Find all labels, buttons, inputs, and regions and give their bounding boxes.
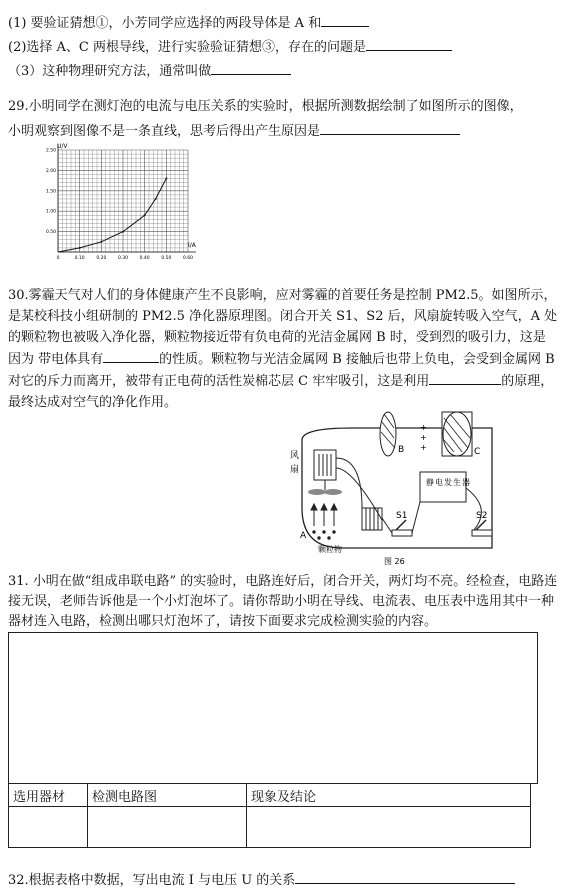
y-tick-label: 1.50: [45, 189, 56, 195]
answer-box[interactable]: [8, 632, 538, 784]
question-3-text: （3）这种物理研究方法，通常叫做: [8, 64, 212, 79]
answer-blank[interactable]: [429, 370, 501, 385]
q32-text: 32.根据表格中数据，写出电流 I 与电压 U 的关系: [8, 873, 296, 888]
answer-blank[interactable]: [320, 120, 460, 135]
header-circuit: 检测电路图: [88, 784, 247, 807]
cell-result[interactable]: [247, 807, 531, 848]
x-tick-label: 0.30: [117, 256, 129, 261]
svg-text:+: +: [420, 433, 427, 442]
answer-blank[interactable]: [366, 36, 452, 51]
q29-line-1: 29.小明同学在测灯泡的电流与电压关系的实验时，根据所测数据绘制了如图所示的图像，: [8, 99, 523, 114]
answer-blank[interactable]: [321, 12, 369, 27]
q31-paragraph: 31. 小明在做“组成串联电路” 的实验时，电路连好后，闭合开关，两灯均不亮。经检查，电路连接无误，老师告诉他是一个小灯泡坏了。请你帮助小明在导线、电流表、电压表中选用其中一种器材连入电路，检测出哪只灯泡坏了，请按下面要求完成检测实验的内容。: [8, 574, 558, 629]
answer-blank[interactable]: [103, 348, 159, 363]
x-axis-label: I/A: [188, 242, 196, 249]
q29-line-2-text: 小明观察到图像不是一条直线，思考后得出产生原因是: [8, 124, 321, 139]
data-point: [165, 178, 167, 180]
particles-label: 颗粒物: [318, 545, 342, 554]
label-b: B: [398, 445, 405, 455]
s1-label: S1: [396, 511, 408, 521]
battery: [362, 508, 382, 530]
label-a: A: [300, 531, 307, 541]
fan-blade: [308, 489, 326, 495]
x-tick-label: 0.20: [96, 256, 107, 261]
y-tick-label: 1.00: [45, 209, 56, 215]
q29-line-2: [8, 120, 460, 141]
chart-svg: [40, 140, 200, 268]
cell-circuit[interactable]: [88, 807, 247, 848]
data-point: [144, 214, 146, 216]
s2-label: S2: [476, 511, 488, 521]
data-point: [100, 241, 102, 243]
label-c: C: [474, 447, 481, 457]
fan-label: 风: [290, 451, 300, 461]
q30-text-c: 的原理，最终达成对空气的净化作用。: [8, 374, 554, 410]
x-tick-label: 0.10: [74, 256, 85, 261]
question-3: [8, 60, 291, 81]
x-tick-label: 0: [56, 256, 60, 261]
answer-blank[interactable]: [211, 60, 291, 75]
svg-text:扇: 扇: [290, 465, 300, 475]
answer-table: [8, 783, 531, 848]
x-tick-label: 0.50: [161, 256, 172, 261]
question-2-text: (2)选择 A、C 两根导线，进行实验验证猜想③，存在的问题是: [8, 40, 367, 55]
header-equipment: 选用器材: [9, 784, 88, 807]
x-tick-label: 0.60: [182, 256, 194, 261]
q32-line: [8, 869, 515, 890]
x-tick-label: 0.40: [139, 256, 150, 261]
answer-blank[interactable]: [295, 869, 515, 884]
svg-text:+: +: [420, 423, 427, 432]
purifier-diagram: [292, 408, 512, 568]
question-1: [8, 12, 369, 33]
data-point: [155, 198, 157, 200]
y-axis-label: U/V: [57, 143, 68, 150]
data-point: [79, 247, 81, 249]
static-generator: [420, 472, 466, 502]
data-point: [122, 231, 124, 233]
particle-arrows: [311, 504, 337, 539]
generator-label: 静电发生器: [426, 478, 471, 487]
question-1-text: (1) 要验证猜想①，小芳同学应选择的两段导体是 A 和: [8, 16, 322, 31]
y-tick-label: 2.50: [45, 148, 56, 154]
fan-blade: [324, 489, 342, 495]
cell-equipment[interactable]: [9, 807, 88, 848]
q30-text-a: 30.雾霾天气对人们的身体健康产生不良影响，应对雾霾的首要任务是控制 PM2.5。如图所示，是某校科技小组研制的 PM2.5 净化器原理图。闭合开关 S1、S2 后，风扇旋转吸入空气，A 处的颗粒物也被吸入净化器，颗粒物接近带有负电荷的光洁金属网 B 时，受到烈的吸引力，这是因为 带电体具有: [8, 288, 558, 367]
question-2: [8, 36, 452, 57]
q30-paragraph: [8, 285, 558, 413]
figure-caption: 图 26: [384, 557, 405, 566]
y-tick-label: 2.00: [45, 168, 56, 174]
fan-motor: [314, 450, 336, 480]
chart: [40, 140, 200, 268]
header-result: 现象及结论: [247, 784, 531, 807]
svg-text:+: +: [420, 443, 427, 452]
switch-s1: [392, 520, 412, 536]
q30-text-b: 的性质。颗粒物与光洁金属网 B 接触后也带上负电，会受到金属网 B 对它的斥力而离开，被带有正电荷的活性炭棉芯层 C 牢牢吸引，这是利用: [8, 352, 555, 389]
y-tick-label: 0.50: [45, 230, 56, 236]
